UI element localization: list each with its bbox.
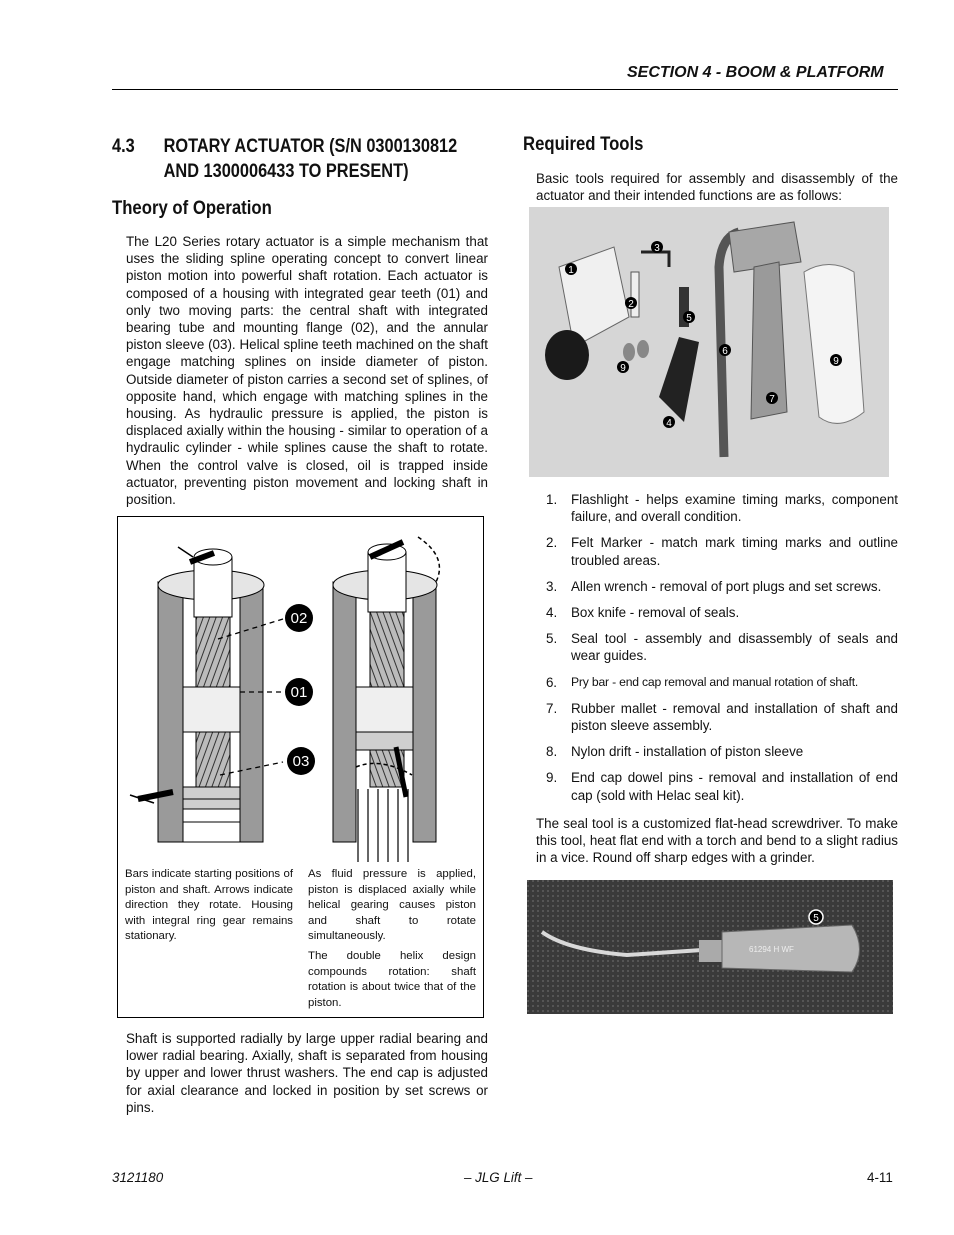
- item-number: 7.: [546, 700, 558, 716]
- tools-list-item: [536, 674, 898, 691]
- callout-03-label: 03: [292, 753, 310, 770]
- tools-list-item: [536, 743, 898, 760]
- tools-list-item: [536, 700, 898, 734]
- item-number: 6.: [546, 674, 557, 690]
- section-title-line-2: AND 1300006433 TO PRESENT): [163, 161, 409, 182]
- seal-tool-photo: [527, 880, 893, 1014]
- seal-tool-photo-drawing: [527, 880, 893, 1014]
- screwdriver-ferrule: [699, 940, 724, 962]
- footer-brand: – JLG Lift –: [464, 1170, 533, 1185]
- dowel-pin: [623, 343, 635, 361]
- item-text: Pry bar - end cap removal and manual rotation of shaft.: [571, 674, 859, 689]
- item-text: Felt Marker - match mark timing marks and outline troubled areas.: [571, 535, 898, 568]
- tools-list-item: [536, 491, 898, 525]
- item-number: 5.: [546, 631, 558, 647]
- tools-list-item: [536, 578, 898, 595]
- tools-list-item: [536, 630, 898, 664]
- item-number: 2.: [546, 535, 558, 551]
- tools-list-item: [536, 534, 898, 568]
- required-tools-intro: Basic tools required for assembly and disassembly of the actuator and their intended functions are as follows:: [536, 171, 898, 204]
- shaft-support-text: Shaft is supported radially by large upper radial bearing and lower radial bearing. Axially, shaft is separated from housing by upper and lower thrust washers. The end cap is adjusted for axial clearance and locked in position by set screws or pins.: [126, 1031, 488, 1115]
- item-text: Nylon drift - installation of piston sleeve: [571, 744, 804, 760]
- item-text: Flashlight - helps examine timing marks, component failure, and overall condition.: [571, 492, 898, 525]
- item-number: 9.: [546, 770, 558, 786]
- item-number: 1.: [546, 492, 558, 507]
- header-rule: [112, 89, 898, 90]
- callout-02: [285, 604, 313, 632]
- photo-callout-9a: 9: [620, 363, 626, 374]
- theory-heading: Theory of Operation: [112, 198, 272, 219]
- photo-callout-3: 3: [654, 243, 660, 254]
- section-title-line-1: ROTARY ACTUATOR (S/N 0300130812: [163, 136, 458, 157]
- right-actuator: [333, 537, 439, 862]
- photo-callout-1: 1: [568, 265, 574, 276]
- section-title: [164, 134, 534, 184]
- dowel-pin: [637, 340, 649, 358]
- photo-callout-6: 6: [722, 346, 728, 357]
- photo-callout-7: 7: [769, 394, 775, 405]
- tools-list-item: [536, 604, 898, 621]
- item-number: 8.: [546, 744, 558, 760]
- photo-callout-5: 5: [686, 313, 692, 324]
- section-number: 4.3: [112, 136, 135, 157]
- callout-01-label: 01: [290, 684, 308, 701]
- footer-page-number: 4-11: [867, 1170, 893, 1185]
- felt-marker: [631, 272, 639, 317]
- item-number: 4.: [546, 605, 558, 621]
- callout-01: [285, 678, 313, 706]
- footer-doc-number: 3121180: [112, 1170, 164, 1185]
- item-text: Allen wrench - removal of port plugs and set screws.: [571, 578, 882, 594]
- diagram-caption-right-1: As fluid pressure is applied, piston is displaced axially while helical gearing causes piston and shaft to rotate simultaneously.: [308, 868, 476, 943]
- item-number: 3.: [546, 578, 558, 594]
- photo-callout-4: 4: [666, 418, 672, 429]
- seal-tool-marking: 61294 H WF: [749, 945, 794, 954]
- item-text: Rubber mallet - removal and installation of shaft and piston sleeve assembly.: [571, 700, 898, 734]
- seal-tool-text: The seal tool is a customized flat-head screwdriver. To make this tool, heat flat end with a torch and bend to a slight radius in a vice. Round off sharp edges with a grinder.: [536, 816, 898, 866]
- photo-callout-9b: 9: [833, 356, 839, 367]
- tools-photo: [529, 207, 889, 477]
- callout-03: [287, 747, 315, 775]
- diagram-caption-left: Bars indicate starting positions of piston and shaft. Arrows indicate direction they rotate. Housing with integral ring gear remains stationary.: [125, 868, 293, 943]
- item-text: Seal tool - assembly and disassembly of seals and wear guides.: [571, 631, 898, 664]
- actuator-diagram: [117, 516, 484, 1018]
- item-text: End cap dowel pins - removal and installation of end cap (sold with Helac seal kit).: [571, 770, 898, 803]
- theory-body: The L20 Series rotary actuator is a simple mechanism that uses the sliding spline operating concept to convert linear piston motion into powerful shaft rotation. Each actuator is composed of a housing with integrated gear teeth (01) and only two moving parts: the central shaft with integrated bearing tube and mounting flange (02), and the annular piston sleeve (03). Helical spline teeth machined on the shaft engage matching splines on inside diameter of piston. Outside diameter of piston carries a second set of splines, of opposite hand, which engage with matching splines in the housing. As hydraulic pressure is applied, the piston is displaced axially within the housing - similar to operation of a hydraulic cylinder - while splines cause the shaft to rotate. When the control valve is closed, oil is trapped inside actuator, preventing piston movement and locking shaft in position.: [126, 234, 488, 508]
- diagram-caption-right-2: The double helix design compounds rotation: shaft rotation is about twice that of the piston.: [308, 950, 476, 1009]
- running-header: SECTION 4 - BOOM & PLATFORM: [627, 64, 884, 81]
- actuator-cutaway-illustration: [118, 517, 483, 867]
- left-actuator: [130, 547, 264, 842]
- callout-02-label: 02: [290, 610, 308, 627]
- seal-photo-callout: 5: [813, 913, 819, 924]
- tools-list-item: [536, 769, 898, 803]
- item-text: Box knife - removal of seals.: [571, 605, 740, 621]
- required-tools-heading: Required Tools: [523, 134, 644, 155]
- photo-callout-2: 2: [628, 299, 634, 310]
- tools-list: [536, 491, 898, 813]
- tools-photo-drawing: [529, 207, 889, 477]
